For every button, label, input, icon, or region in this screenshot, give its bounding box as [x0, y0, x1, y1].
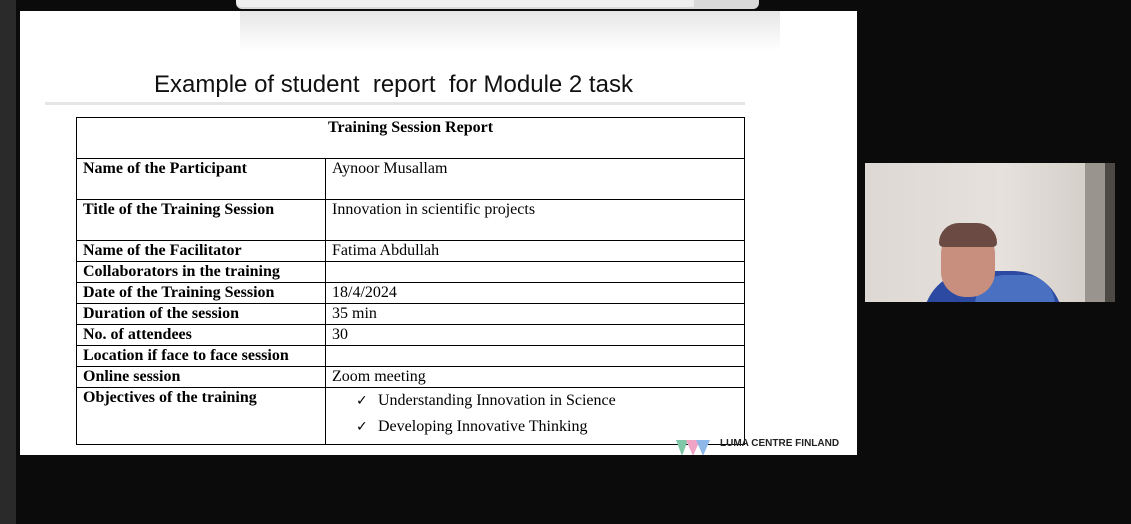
- row-label: Online session: [77, 367, 326, 388]
- shared-slide: [20, 11, 857, 455]
- slide-title: Example of student report for Module 2 task: [154, 71, 633, 98]
- table-row: [77, 388, 745, 445]
- row-value: 30: [326, 325, 745, 346]
- table-row: [77, 262, 745, 283]
- row-label: Name of the Participant: [77, 159, 326, 200]
- objectives-cell: [326, 388, 745, 445]
- background-window: [1085, 163, 1105, 302]
- screen-share-toolbar[interactable]: [236, 0, 759, 9]
- screen-share-toolbar-inner: [236, 0, 694, 7]
- table-row: [77, 159, 745, 200]
- row-label: Objectives of the training: [77, 388, 326, 445]
- slide-shadow: [240, 11, 780, 51]
- row-label: Name of the Facilitator: [77, 241, 326, 262]
- objective-text: Understanding Innovation in Science: [378, 392, 616, 409]
- row-label: Title of the Training Session: [77, 200, 326, 241]
- row-value: Innovation in scientific projects: [326, 200, 745, 241]
- luma-logo-icon: [674, 438, 714, 455]
- report-table: [76, 117, 745, 445]
- row-value: [326, 346, 745, 367]
- table-row: [77, 367, 745, 388]
- row-value: [326, 262, 745, 283]
- footer-brand: LUMA CENTRE FINLAND: [720, 438, 840, 449]
- row-value: 35 min: [326, 304, 745, 325]
- checkmark-icon: ✓: [356, 419, 368, 435]
- table-row: [77, 241, 745, 262]
- table-row: [77, 304, 745, 325]
- checkmark-icon: ✓: [356, 393, 368, 409]
- table-row: [77, 346, 745, 367]
- participant-hair: [939, 223, 997, 247]
- row-value: Aynoor Musallam: [326, 159, 745, 200]
- title-divider: [45, 102, 745, 105]
- row-value: Fatima Abdullah: [326, 241, 745, 262]
- row-value: Zoom meeting: [326, 367, 745, 388]
- row-value: 18/4/2024: [326, 283, 745, 304]
- table-row: [77, 283, 745, 304]
- row-label: Location if face to face session: [77, 346, 326, 367]
- list-item: [356, 414, 738, 440]
- report-header: Training Session Report: [77, 118, 745, 159]
- row-label: Duration of the session: [77, 304, 326, 325]
- objective-text: Developing Innovative Thinking: [378, 418, 588, 435]
- participant-video-tile[interactable]: [865, 163, 1115, 302]
- table-row: [77, 325, 745, 346]
- row-label: Collaborators in the training: [77, 262, 326, 283]
- objectives-list: [332, 388, 738, 440]
- row-label: Date of the Training Session: [77, 283, 326, 304]
- list-item: [356, 388, 738, 414]
- background-frame: [1105, 163, 1115, 302]
- row-label: No. of attendees: [77, 325, 326, 346]
- table-row: [77, 200, 745, 241]
- side-panel-edge: [0, 0, 16, 524]
